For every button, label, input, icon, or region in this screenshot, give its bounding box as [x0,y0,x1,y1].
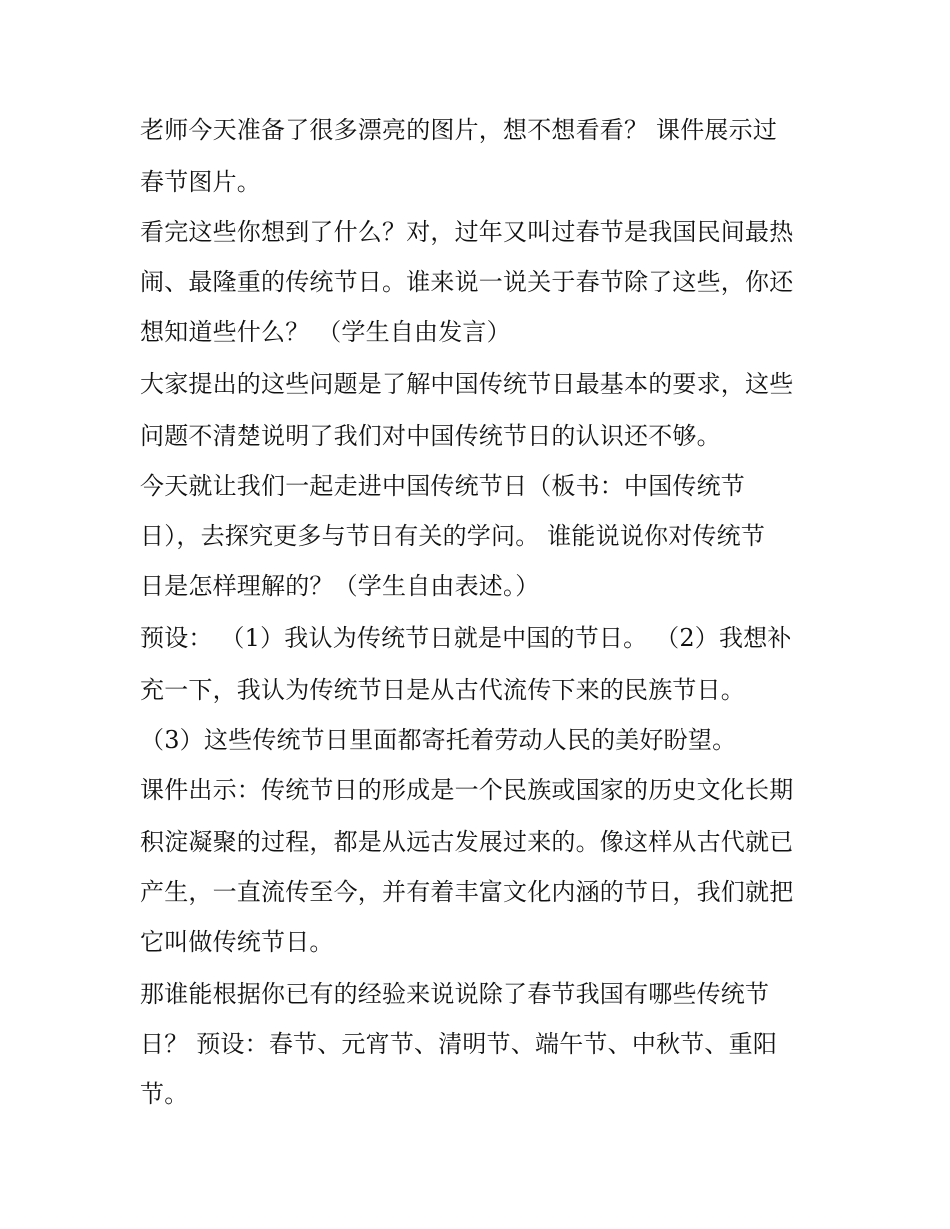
text-line: 充一下，我认为传统节日是从古代流传下来的民族节日。 [140,676,745,704]
text-line: 积淀凝聚的过程，都是从远古发展过来的。像这样从古代就已 [140,828,794,856]
text-line: 老师今天准备了很多漂亮的图片，想不想看看？ 课件展示过 [140,116,778,144]
text-line: 问题不清楚说明了我们对中国传统节日的认识还不够。 [140,422,721,450]
text-line: 日），去探究更多与节日有关的学问。 谁能说说你对传统节 [140,522,766,550]
text-line: 产生，一直流传至今，并有着丰富文化内涵的节日，我们就把 [140,878,794,906]
text-line: 闹、最隆重的传统节日。谁来说一说关于春节除了这些，你还 [140,268,794,296]
text-line: 预设： （1）我认为传统节日就是中国的节日。 （2）我想补 [140,624,792,652]
text-line: 春节图片。 [140,168,261,196]
text-line: 那谁能根据你已有的经验来说说除了春节我国有哪些传统节 [140,980,770,1008]
text-line: 日是怎样理解的？（学生自由表述。） [140,572,540,600]
text-line: 日？ 预设：春节、元宵节、清明节、端午节、中秋节、重阳 [140,1030,778,1058]
text-line: 看完这些你想到了什么？对，过年又叫过春节是我国民间最热 [140,218,794,246]
text-line: 想知道些什么？ （学生自由发言） [140,318,511,346]
text-line: 课件出示：传统节日的形成是一个民族或国家的历史文化长期 [140,776,794,804]
text-line: 大家提出的这些问题是了解中国传统节日最基本的要求，这些 [140,370,794,398]
text-line: 节。 [140,1080,189,1108]
text-line: 它叫做传统节日。 [140,928,334,956]
text-line: 今天就让我们一起走进中国传统节日（板书：中国传统节 [140,472,745,500]
text-line: （3）这些传统节日里面都寄托着劳动人民的美好盼望。 [140,726,737,754]
